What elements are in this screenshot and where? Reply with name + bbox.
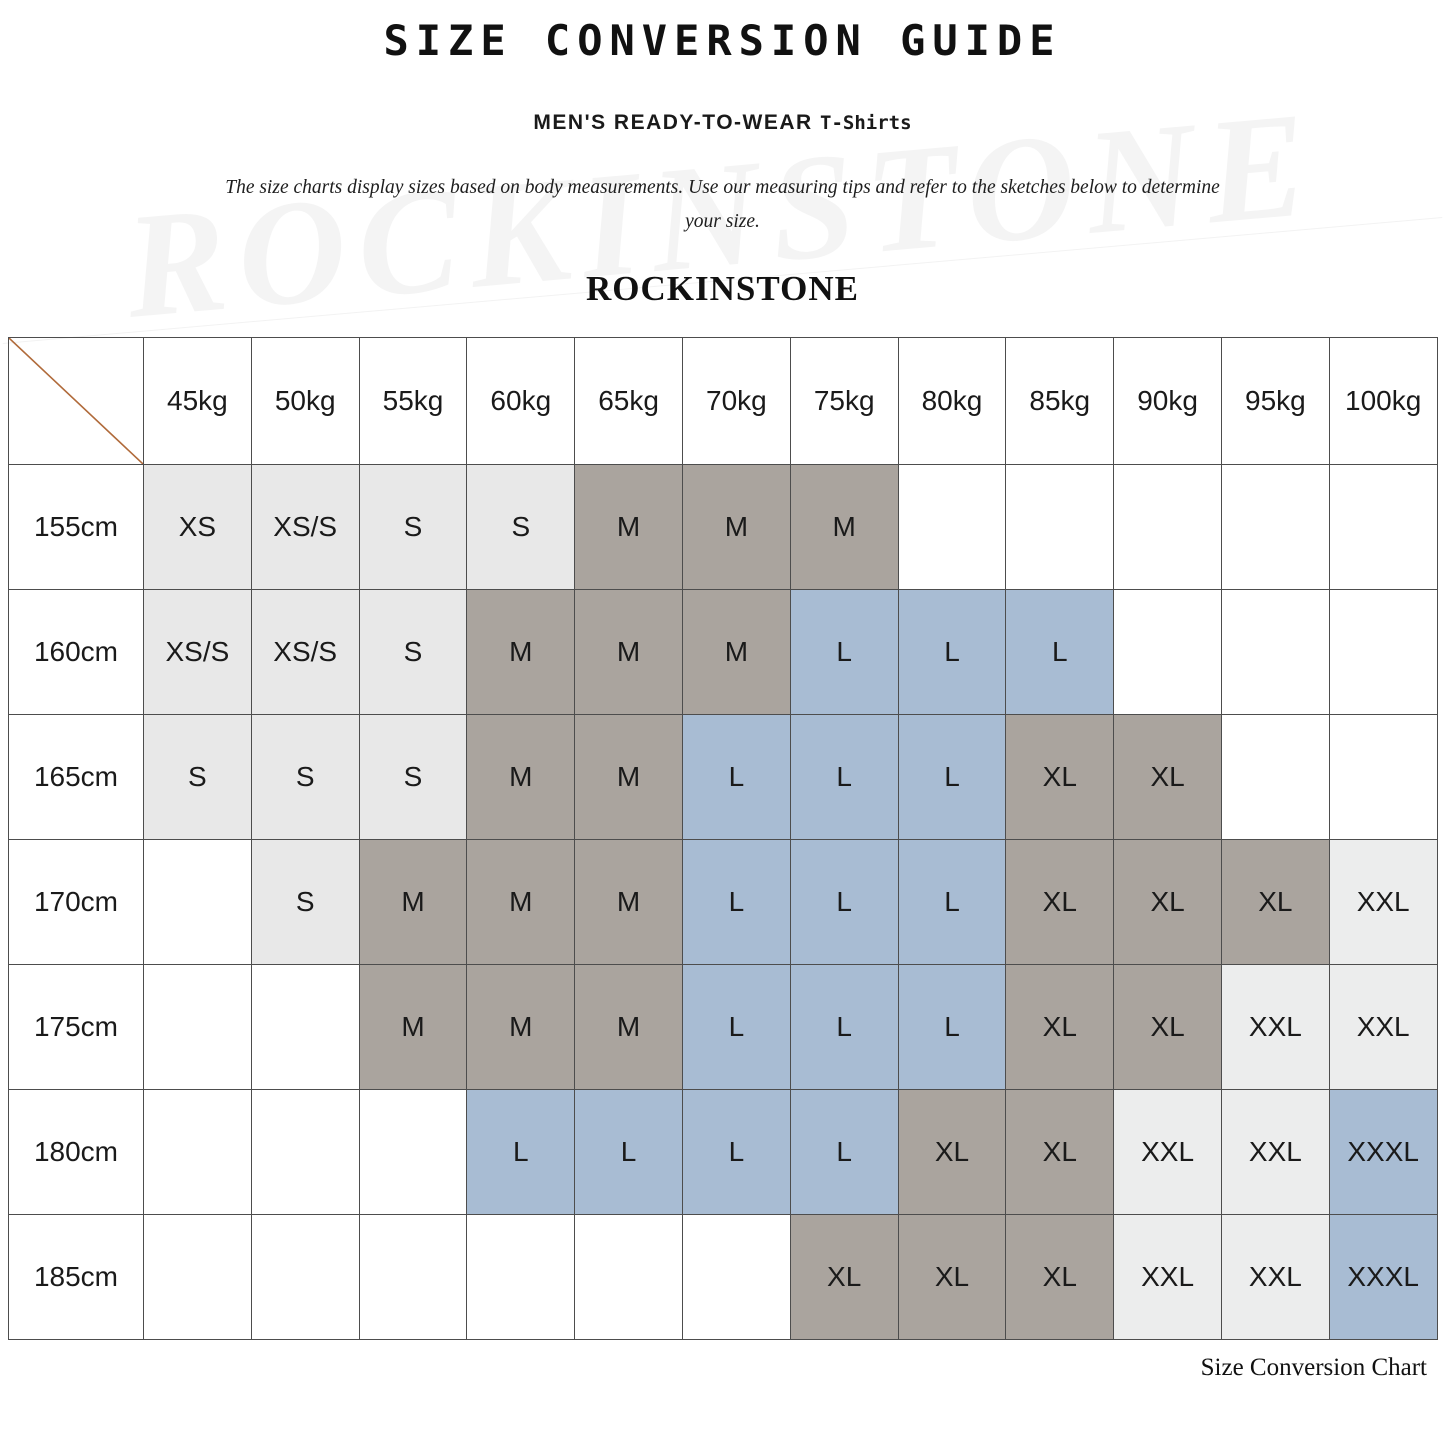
size-cell: XXL bbox=[1221, 1090, 1329, 1215]
size-cell: S bbox=[359, 590, 467, 715]
size-cell: XL bbox=[1006, 965, 1114, 1090]
size-cell: XS/S bbox=[251, 590, 359, 715]
row-header-height: 180cm bbox=[9, 1090, 144, 1215]
size-cell: L bbox=[898, 715, 1006, 840]
size-cell: XL bbox=[898, 1090, 1006, 1215]
size-cell bbox=[1006, 465, 1114, 590]
size-cell: L bbox=[898, 590, 1006, 715]
table-header-row bbox=[9, 338, 1438, 465]
size-chart-container bbox=[0, 337, 1445, 1340]
size-cell: XL bbox=[1006, 840, 1114, 965]
table-row bbox=[9, 840, 1438, 965]
size-cell: XXL bbox=[1114, 1215, 1222, 1340]
size-cell: XS/S bbox=[144, 590, 252, 715]
table-row bbox=[9, 715, 1438, 840]
size-cell: XXL bbox=[1114, 1090, 1222, 1215]
size-cell: S bbox=[359, 465, 467, 590]
size-cell: XXL bbox=[1221, 965, 1329, 1090]
column-header-weight: 80kg bbox=[898, 338, 1006, 465]
page-subtitle bbox=[0, 69, 1445, 135]
row-header-height: 155cm bbox=[9, 465, 144, 590]
size-cell bbox=[1114, 465, 1222, 590]
size-cell bbox=[359, 1090, 467, 1215]
column-header-weight: 75kg bbox=[790, 338, 898, 465]
size-cell: M bbox=[467, 590, 575, 715]
size-cell bbox=[682, 1215, 790, 1340]
page-description: The size charts display sizes based on body measurements. Use our measuring tips and refer to the sketches below to determine your size. bbox=[225, 177, 1220, 233]
brand-name: ROCKINSTONE bbox=[586, 269, 859, 309]
size-cell: M bbox=[575, 840, 683, 965]
size-cell: M bbox=[575, 715, 683, 840]
page-title: SIZE CONVERSION GUIDE bbox=[383, 16, 1062, 65]
size-cell: L bbox=[682, 1090, 790, 1215]
column-header-weight: 50kg bbox=[251, 338, 359, 465]
column-header-weight: 70kg bbox=[682, 338, 790, 465]
size-cell bbox=[1114, 590, 1222, 715]
size-cell: L bbox=[790, 590, 898, 715]
size-cell: XL bbox=[1006, 1090, 1114, 1215]
size-cell: L bbox=[790, 1090, 898, 1215]
size-cell: M bbox=[467, 715, 575, 840]
size-cell: XXXL bbox=[1329, 1215, 1437, 1340]
size-cell: M bbox=[359, 840, 467, 965]
size-cell: XL bbox=[1114, 840, 1222, 965]
table-corner-cell bbox=[9, 338, 144, 465]
size-cell: L bbox=[790, 715, 898, 840]
size-cell: L bbox=[682, 965, 790, 1090]
row-header-height: 185cm bbox=[9, 1215, 144, 1340]
column-header-weight: 100kg bbox=[1329, 338, 1437, 465]
size-cell bbox=[251, 1090, 359, 1215]
size-cell: M bbox=[467, 965, 575, 1090]
column-header-weight: 95kg bbox=[1221, 338, 1329, 465]
size-cell: L bbox=[790, 965, 898, 1090]
size-cell: XL bbox=[790, 1215, 898, 1340]
size-cell: XXL bbox=[1221, 1215, 1329, 1340]
size-cell bbox=[1329, 465, 1437, 590]
size-cell: XL bbox=[1006, 1215, 1114, 1340]
column-header-weight: 90kg bbox=[1114, 338, 1222, 465]
size-cell: L bbox=[1006, 590, 1114, 715]
table-body bbox=[9, 465, 1438, 1340]
table-row bbox=[9, 590, 1438, 715]
table-row bbox=[9, 965, 1438, 1090]
size-cell: XL bbox=[1006, 715, 1114, 840]
row-header-height: 175cm bbox=[9, 965, 144, 1090]
size-cell: M bbox=[575, 465, 683, 590]
size-cell bbox=[575, 1215, 683, 1340]
size-cell bbox=[898, 465, 1006, 590]
size-cell: XL bbox=[898, 1215, 1006, 1340]
size-cell bbox=[144, 840, 252, 965]
size-cell: L bbox=[467, 1090, 575, 1215]
size-cell: L bbox=[898, 965, 1006, 1090]
size-cell: M bbox=[467, 840, 575, 965]
document-header bbox=[0, 0, 1445, 337]
size-cell: S bbox=[359, 715, 467, 840]
size-cell bbox=[359, 1215, 467, 1340]
size-cell: S bbox=[251, 840, 359, 965]
size-cell: XXL bbox=[1329, 965, 1437, 1090]
size-cell: L bbox=[790, 840, 898, 965]
size-cell bbox=[1329, 715, 1437, 840]
row-header-height: 170cm bbox=[9, 840, 144, 965]
size-cell: M bbox=[575, 965, 683, 1090]
size-cell bbox=[1329, 590, 1437, 715]
column-header-weight: 60kg bbox=[467, 338, 575, 465]
size-cell bbox=[1221, 465, 1329, 590]
size-cell: XS bbox=[144, 465, 252, 590]
size-cell: XL bbox=[1114, 965, 1222, 1090]
size-cell bbox=[467, 1215, 575, 1340]
size-cell: M bbox=[359, 965, 467, 1090]
size-cell: L bbox=[898, 840, 1006, 965]
size-cell bbox=[144, 1090, 252, 1215]
size-cell: S bbox=[251, 715, 359, 840]
size-cell bbox=[251, 1215, 359, 1340]
column-header-weight: 45kg bbox=[144, 338, 252, 465]
size-cell: L bbox=[575, 1090, 683, 1215]
column-header-weight: 55kg bbox=[359, 338, 467, 465]
size-cell: XS/S bbox=[251, 465, 359, 590]
size-conversion-table bbox=[8, 337, 1438, 1340]
subtitle-main: MEN'S READY-TO-WEAR bbox=[533, 111, 821, 134]
size-cell: L bbox=[682, 840, 790, 965]
subtitle-accent: T-Shirts bbox=[820, 112, 912, 134]
size-cell: XXL bbox=[1329, 840, 1437, 965]
row-header-height: 165cm bbox=[9, 715, 144, 840]
size-cell bbox=[1221, 590, 1329, 715]
column-header-weight: 65kg bbox=[575, 338, 683, 465]
size-cell: S bbox=[467, 465, 575, 590]
size-cell: M bbox=[682, 590, 790, 715]
column-header-weight: 85kg bbox=[1006, 338, 1114, 465]
size-cell: XL bbox=[1221, 840, 1329, 965]
size-cell bbox=[144, 1215, 252, 1340]
size-cell bbox=[144, 965, 252, 1090]
size-cell: M bbox=[790, 465, 898, 590]
size-cell: XL bbox=[1114, 715, 1222, 840]
table-row bbox=[9, 465, 1438, 590]
size-cell: L bbox=[682, 715, 790, 840]
size-cell: XXXL bbox=[1329, 1090, 1437, 1215]
row-header-height: 160cm bbox=[9, 590, 144, 715]
size-cell bbox=[1221, 715, 1329, 840]
size-cell bbox=[251, 965, 359, 1090]
size-cell: S bbox=[144, 715, 252, 840]
table-row bbox=[9, 1215, 1438, 1340]
chart-caption: Size Conversion Chart bbox=[1200, 1354, 1427, 1382]
size-cell: M bbox=[682, 465, 790, 590]
table-row bbox=[9, 1090, 1438, 1215]
size-cell: M bbox=[575, 590, 683, 715]
